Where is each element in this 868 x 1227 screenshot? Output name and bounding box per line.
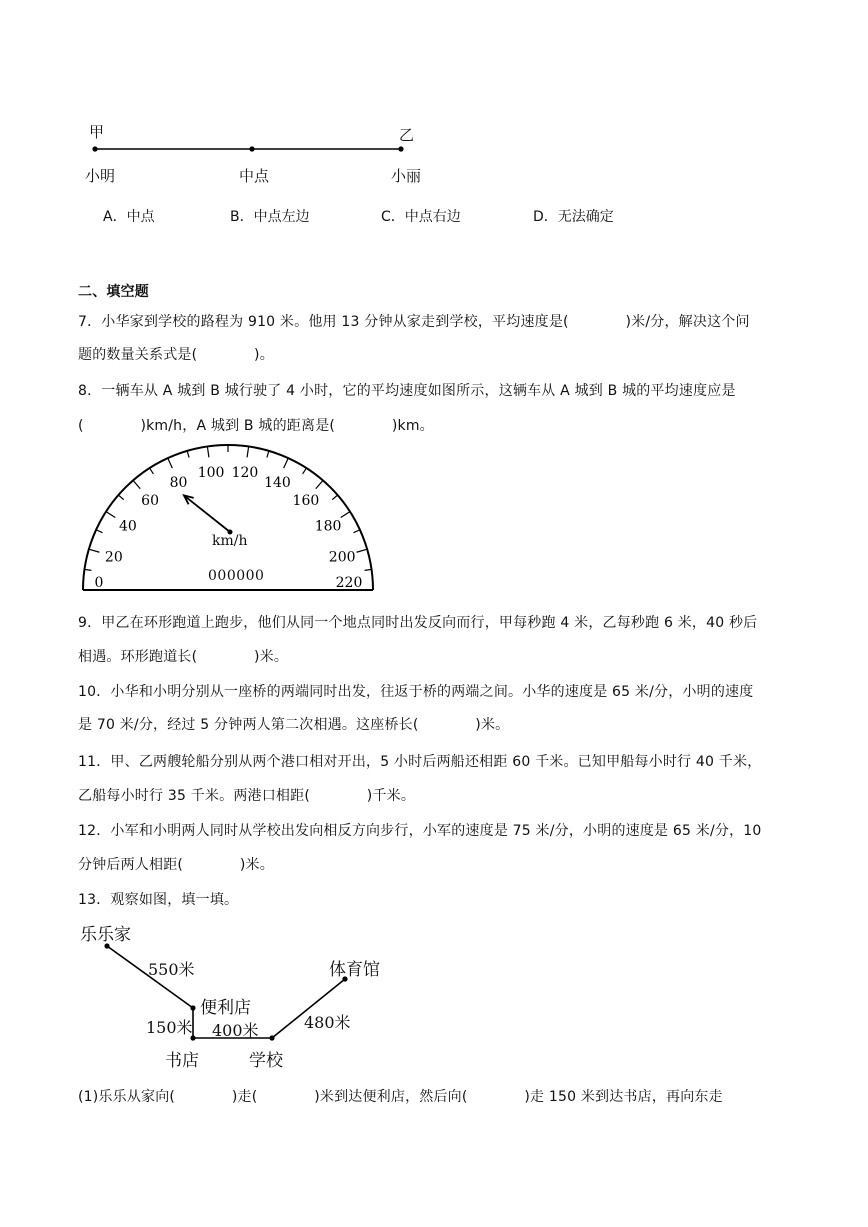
- q8-line1: 8．一辆车从 A 城到 B 城行驶了 4 小时，它的平均速度如图所示，这辆车从 A 城到 B 城的平均速度应是: [78, 383, 736, 399]
- q7-line2: 题的数量关系式是( )。: [78, 347, 274, 363]
- q13-line1: 13．观察如图，填一填。: [78, 892, 239, 908]
- q11-line2: 乙船每小时行 35 千米。两港口相距( )千米。: [78, 788, 416, 804]
- label-midpoint: 中点: [239, 167, 270, 185]
- dial-tick-label: 40: [118, 518, 137, 535]
- q7-line1: 7．小华家到学校的路程为 910 米。他用 13 分钟从家走到学校，平均速度是( )米/分，解决这个问: [78, 314, 750, 330]
- q11-line1: 11．甲、乙两艘轮船分别从两个港口相对开出，5 小时后两船还相距 60 千米。已知甲船每小时行 40 千米，: [78, 754, 762, 770]
- label-d-home-store: 550米: [148, 960, 195, 979]
- dial-tick-label: 120: [231, 465, 259, 482]
- label-xiaoli: 小丽: [391, 167, 422, 185]
- label-gym: 体育馆: [329, 960, 380, 980]
- speedometer-odometer: 000000: [208, 568, 265, 584]
- label-store: 便利店: [200, 998, 251, 1018]
- q8-line2: ( )km/h，A 城到 B 城的距离是( )km。: [78, 418, 434, 434]
- label-bookshop: 书店: [165, 1051, 199, 1071]
- q12-line1: 12．小军和小明两人同时从学校出发向相反方向步行，小军的速度是 75 米/分，小明的速度是 65 米/分，10: [78, 823, 762, 839]
- label-d-store-book: 150米: [146, 1018, 193, 1037]
- option-b[interactable]: B．中点左边: [230, 209, 310, 225]
- label-yi: 乙: [399, 126, 415, 144]
- q13-sub1: (1)乐乐从家向( )走( )米到达便利店，然后向( )走 150 米到达书店，再向东走: [78, 1089, 723, 1105]
- option-c[interactable]: C．中点右边: [381, 209, 461, 225]
- q10-line1: 10．小华和小明分别从一座桥的两端同时出发，往返于桥的两端之间。小华的速度是 65 米/分，小明的速度: [78, 684, 754, 700]
- label-d-book-school: 400米: [212, 1021, 259, 1040]
- dial-tick-label: 80: [169, 474, 188, 491]
- dial-tick-label: 0: [94, 575, 104, 591]
- dial-tick-label: 180: [314, 518, 342, 535]
- option-a[interactable]: A．中点: [103, 209, 155, 225]
- label-school: 学校: [249, 1051, 283, 1071]
- q9-line1: 9．甲乙在环形跑道上跑步，他们从同一个地点同时出发反向而行，甲每秒跑 4 米，乙每秒跑 6 米，40 秒后: [78, 615, 758, 631]
- label-home: 乐乐家: [80, 925, 131, 945]
- point-school: [269, 1035, 274, 1040]
- q10-line2: 是 70 米/分，经过 5 分钟两人第二次相遇。这座桥长( )米。: [78, 717, 510, 733]
- dial-tick-label: 140: [264, 474, 291, 491]
- section-title: 二、填空题: [78, 284, 149, 300]
- dial-tick-label: 220: [335, 575, 363, 591]
- label-d-school-gym: 480米: [304, 1013, 351, 1032]
- q12-line2: 分钟后两人相距( )米。: [78, 857, 274, 873]
- dial-tick-label: 100: [197, 465, 225, 482]
- label-xiaoming: 小明: [85, 167, 116, 185]
- q9-line2: 相遇。环形跑道长( )米。: [78, 649, 289, 665]
- label-jia: 甲: [89, 123, 105, 141]
- dial-tick-label: 160: [292, 493, 320, 510]
- speedometer-unit: km/h: [212, 533, 248, 549]
- option-d[interactable]: D．无法确定: [533, 209, 614, 225]
- dial-tick-label: 60: [141, 493, 159, 510]
- dial-tick-label: 200: [328, 549, 356, 566]
- dial-tick-label: 20: [104, 549, 123, 566]
- point-store: [190, 1005, 195, 1010]
